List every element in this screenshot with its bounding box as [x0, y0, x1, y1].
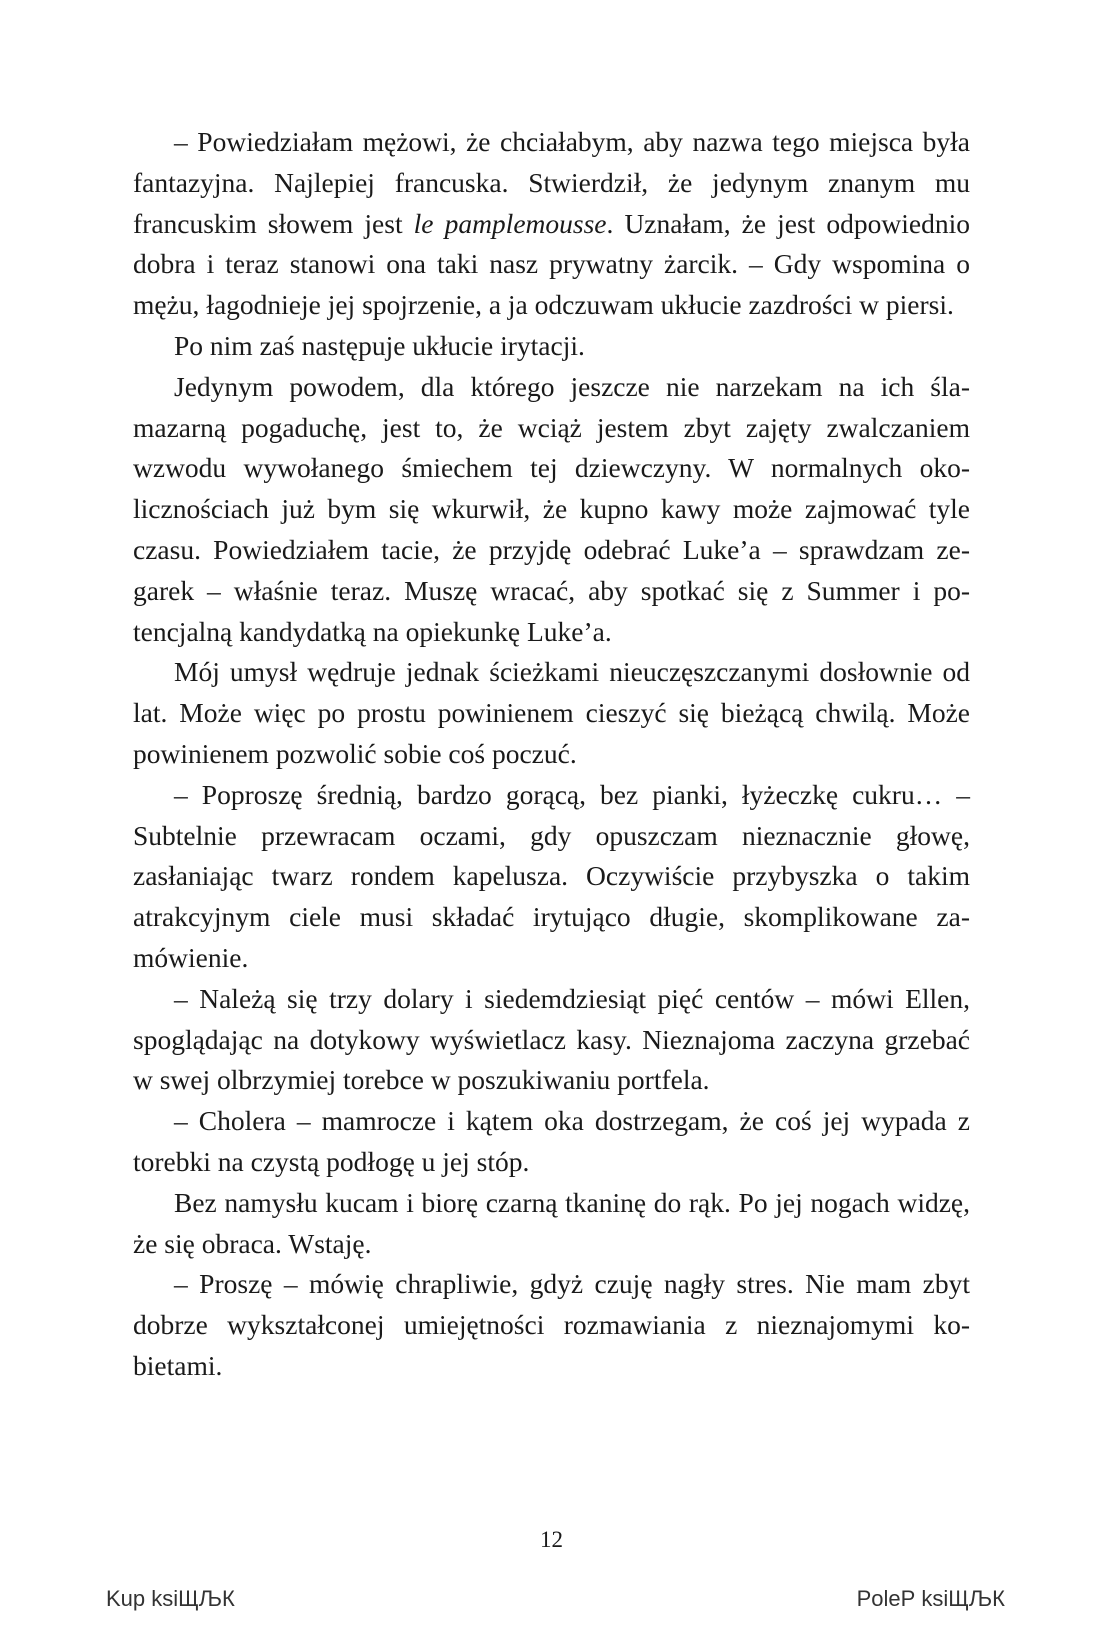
paragraph-1-after: . Uznałam, że jest odpowiednio dobra i teraz stanowi ona taki nasz prywatny żarcik. – Gdy wspomina o mężu, łagodnieje jej spojrzenie, a ja odczuwam ukłucie zazdrości w piersi. — [133, 207, 970, 321]
paragraph-4: Mój umysł wędruje jednak ścieżkami nieuczęszczanymi dosłownie od lat. Może więc po prostu powinienem cieszyć się bieżącą chwilą. Może powinienem pozwolić sobie coś poczuć. — [133, 656, 970, 769]
paragraph-1 — [133, 122, 970, 326]
recommend-book-link[interactable]: PoleР ksiЩЉК — [856, 1586, 1005, 1611]
paragraph-1-before: – Powiedziałam mężowi, że chciałabym, aby nazwa tego miejsca była fantazyjna. Najlepiej francuska. Stwierdził, że jedynym znanym mu francuskim słowem jest — [133, 126, 970, 239]
buy-book-link[interactable]: Kup ksiЩЉК — [106, 1586, 235, 1611]
book-page-text — [133, 122, 970, 1387]
paragraph-7: – Cholera – mamrocze i kątem oka dostrzegam, że coś jej wypada z torebki na czystą podłogę u jej stóp. — [133, 1105, 970, 1177]
paragraph-6: – Należą się trzy dolary i siedemdziesiąt pięć centów – mówi Ellen, spoglądając na dotykowy wyświetlacz kasy. Nieznajoma zaczyna grzebać w swej olbrzymiej torebce w poszukiwaniu portfela. — [133, 982, 970, 1096]
paragraph-9: – Proszę – mówię chrapliwie, gdyż czuję nagły stres. Nie mam zbyt dobrze wykształconej umiejętności rozmawiania z nieznajomymi kobietami. — [133, 1268, 970, 1381]
page-number: 12 — [540, 1527, 563, 1552]
paragraph-5: – Poproszę średnią, bardzo gorącą, bez pianki, łyżeczkę cukru… – Subtelnie przewracam oczami, gdy opuszczam nieznacznie głowę, zasłaniając twarz rondem kapelusza. Oczywiście przybyszka o takim atrakcyjnym ciele musi składać irytująco długie, skomplikowane zamówienie. — [133, 778, 970, 973]
paragraph-3: Jedynym powodem, dla którego jeszcze nie narzekam na ich ślamazarną pogaduchę, jest to, że wciąż jestem zbyt zajęty zwalczaniem wzwodu wywołanego śmiechem tej dziewczyny. W normalnych okolicznościach już bym się wkurwił, że kupno kawy może zajmować tyle czasu. Powiedziałem tacie, że przyjdę odebrać Luke’a – sprawdzam zegarek – właśnie teraz. Muszę wracać, aby spotkać się z Summer i potencjalną kandydatką na opiekunkę Luke’a. — [133, 370, 970, 647]
paragraph-2: Po nim zaś następuje ukłucie irytacji. — [174, 329, 585, 361]
paragraph-1-emphasis: le pamplemousse — [413, 207, 607, 239]
paragraph-8: Bez namysłu kucam i biorę czarną tkaninę do rąk. Po jej nogach widzę, że się obraca. Wstaję. — [133, 1186, 970, 1259]
